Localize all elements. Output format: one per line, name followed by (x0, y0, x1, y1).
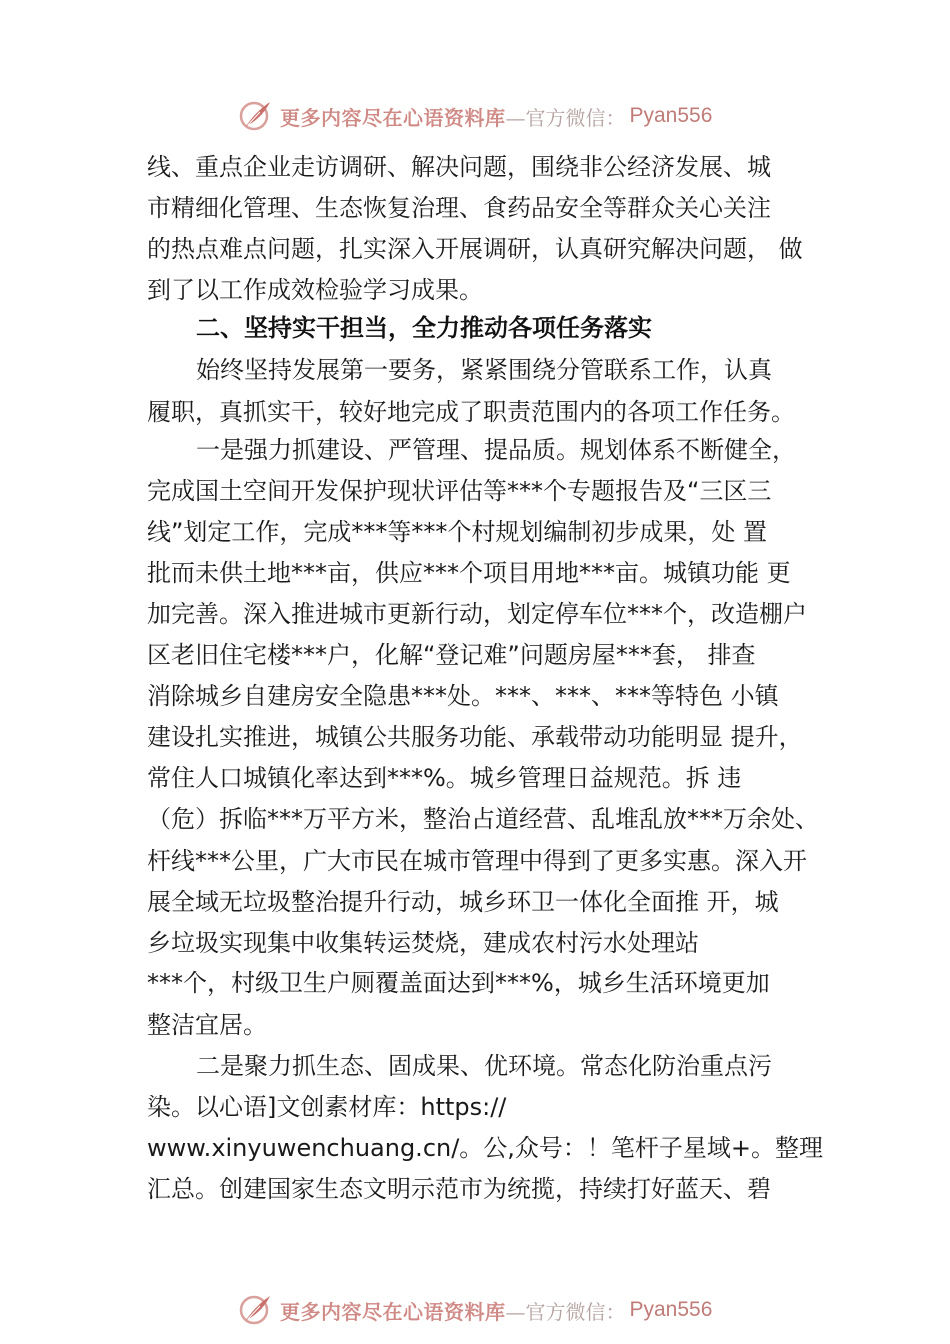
body-line: 展全域无垃圾整治提升行动，城乡环卫一体化全面推 开，城 (147, 888, 779, 916)
quill-logo-icon (238, 98, 274, 134)
body-line: 整洁宜居。 (147, 1011, 267, 1039)
body-line: 汇总。创建国家生态文明示范市为统揽，持续打好蓝天、碧 (147, 1175, 771, 1203)
body-line: 消除城乡自建房安全隐患***处。***、***、***等特色 小镇 (147, 682, 779, 710)
body-line: 线、重点企业走访调研、解决问题，围绕非公经济发展、城 (147, 153, 771, 181)
watermark-title: 更多内容尽在心语资料库 (280, 1299, 506, 1324)
watermark-wechat-id: Pyan556 (629, 1298, 713, 1321)
paragraph-first-line: 一是强力抓建设、严管理、提品质。规划体系不断健全， (196, 436, 796, 464)
watermark-subtitle: —官方微信： (505, 105, 626, 130)
body-line: 市精细化管理、生态恢复治理、食药品安全等群众关心关注 (147, 194, 771, 222)
body-line: （危）拆临***万平方米，整治占道经营、乱堆乱放***万余处、 (147, 805, 819, 833)
watermark-subtitle: —官方微信： (505, 1299, 626, 1324)
paragraph-first-line: 始终坚持发展第一要务，紧紧围绕分管联系工作，认真 (196, 356, 772, 384)
body-line: www.xinyuwenchuang.cn/。公,众号：！笔杆子星域+。整理 (147, 1134, 824, 1162)
body-line: 完成国土空间开发保护现状评估等***个专题报告及“三区三 (147, 477, 772, 505)
body-line: 建设扎实推进，城镇公共服务功能、承载带动功能明显 提升， (147, 723, 803, 751)
paragraph-first-line: 二是聚力抓生态、固成果、优环境。常态化防治重点污 (196, 1052, 772, 1080)
header-watermark (238, 96, 712, 136)
body-line: 批而未供土地***亩，供应***个项目用地***亩。城镇功能 更 (147, 559, 791, 587)
body-line: ***个，村级卫生户厕覆盖面达到***%，城乡生活环境更加 (147, 969, 770, 997)
body-line: 到了以工作成效检验学习成果。 (147, 276, 483, 304)
footer-watermark (238, 1290, 712, 1330)
body-line: 履职，真抓实干，较好地完成了职责范围内的各项工作任务。 (147, 398, 795, 426)
watermark-title: 更多内容尽在心语资料库 (280, 105, 506, 130)
body-line: 加完善。深入推进城市更新行动，划定停车位***个，改造棚户 (147, 600, 807, 628)
body-line: 染。以心语]文创素材库：https:// (147, 1093, 507, 1121)
body-line: 区老旧住宅楼***户，化解“登记难”问题房屋***套， 排查 (147, 641, 756, 669)
body-line: 常住人口城镇化率达到***%。城乡管理日益规范。拆 违 (147, 764, 742, 792)
quill-logo-icon (238, 1292, 274, 1328)
section-heading: 二、坚持实干担当，全力推动各项任务落实 (196, 314, 652, 342)
body-line: 杆线***公里，广大市民在城市管理中得到了更多实惠。深入开 (147, 847, 807, 875)
body-line: 的热点难点问题，扎实深入开展调研，认真研究解决问题， 做 (147, 235, 803, 263)
watermark-wechat-id: Pyan556 (629, 104, 713, 127)
body-line: 线”划定工作，完成***等***个村规划编制初步成果，处 置 (147, 518, 768, 546)
body-line: 乡垃圾实现集中收集转运焚烧，建成农村污水处理站 (147, 929, 699, 957)
